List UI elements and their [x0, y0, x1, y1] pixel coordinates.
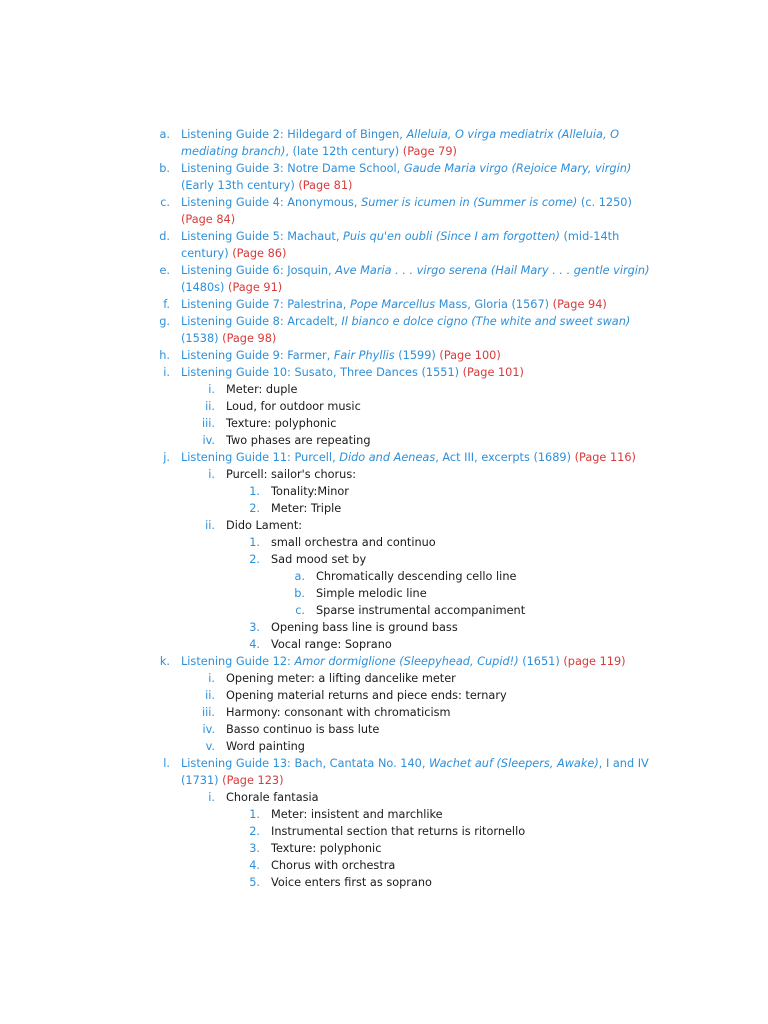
page-reference-link[interactable]: (Page 86) — [232, 247, 287, 260]
item-label: Sparse instrumental accompaniment — [316, 604, 526, 617]
item-label: Meter: duple — [226, 383, 298, 396]
page-reference-link[interactable]: (Page 81) — [298, 179, 353, 192]
guide-title-link[interactable]: Wachet auf (Sleepers, Awake) — [429, 757, 599, 770]
page-reference-link[interactable]: (Page 98) — [222, 332, 277, 345]
item-text — [271, 840, 661, 857]
outline-subitem — [0, 789, 768, 806]
outline-item — [0, 160, 768, 194]
guide-title-link[interactable]: (1599) — [394, 349, 440, 362]
item-text — [271, 874, 661, 891]
item-label: Word painting — [226, 740, 305, 753]
list-marker: h. — [159, 349, 170, 362]
list-marker: 1. — [249, 485, 260, 498]
guide-title-link[interactable]: Amor dormiglione (Sleepyhead, Cupid!) — [294, 655, 519, 668]
item-label: Chorus with orchestra — [271, 859, 396, 872]
item-label: small orchestra and continuo — [271, 536, 436, 549]
list-marker: 4. — [249, 859, 260, 872]
item-label: Tonality:Minor — [271, 485, 349, 498]
list-marker: iv. — [202, 434, 215, 447]
page-reference-link[interactable]: (Page 116) — [574, 451, 636, 464]
list-marker: a. — [159, 128, 170, 141]
page-reference-link[interactable]: (Page 100) — [439, 349, 501, 362]
page-reference-link[interactable]: (Page 91) — [228, 281, 283, 294]
guide-title-link[interactable]: Listening Guide 3: Notre Dame School, — [181, 162, 404, 175]
page-reference-link[interactable]: (Page 79) — [402, 145, 457, 158]
guide-title-link[interactable]: Il bianco e dolce cigno (The white and sweet swan) — [341, 315, 631, 328]
outline-item — [0, 449, 768, 466]
outline-subitem — [0, 823, 768, 840]
guide-title-link[interactable]: Listening Guide 8: Arcadelt, — [181, 315, 342, 328]
item-label: Texture: polyphonic — [226, 417, 337, 430]
item-text — [271, 636, 661, 653]
list-marker: 4. — [249, 638, 260, 651]
item-text — [271, 806, 661, 823]
outline-item — [0, 313, 768, 347]
item-label: Dido Lament: — [226, 519, 303, 532]
item-text — [271, 857, 661, 874]
item-label: Harmony: consonant with chromaticism — [226, 706, 451, 719]
outline-subitem — [0, 500, 768, 517]
list-marker: 3. — [249, 621, 260, 634]
list-marker: ii. — [205, 400, 215, 413]
item-text — [181, 296, 661, 313]
item-text — [271, 500, 661, 517]
list-marker: l. — [163, 757, 170, 770]
guide-title-link[interactable]: Alleluia, O virga mediatrix (Alleluia, O mediating branch) — [181, 128, 620, 158]
list-marker: e. — [159, 264, 170, 277]
guide-title-link[interactable]: , Act III, excerpts (1689) — [435, 451, 575, 464]
item-text — [226, 704, 656, 721]
outline-item — [0, 653, 768, 670]
item-label: Voice enters first as soprano — [271, 876, 432, 889]
page-reference-link[interactable]: (Page 123) — [222, 774, 284, 787]
guide-title-link[interactable]: Gaude Maria virgo (Rejoice Mary, virgin) — [403, 162, 632, 175]
list-marker: 3. — [249, 842, 260, 855]
list-marker: k. — [159, 655, 170, 668]
guide-title-link[interactable]: Mass, Gloria (1567) — [435, 298, 553, 311]
item-text — [181, 160, 661, 194]
item-label: Purcell: sailor's chorus: — [226, 468, 357, 481]
outline-subitem — [0, 483, 768, 500]
list-marker: i. — [208, 383, 215, 396]
guide-title-link[interactable]: , (late 12th century) — [285, 145, 403, 158]
outline-subitem — [0, 585, 768, 602]
item-label: Two phases are repeating — [226, 434, 371, 447]
item-text — [181, 194, 661, 228]
guide-title-link[interactable]: , I and IV (1731) — [181, 757, 649, 787]
guide-title-link[interactable]: Puis qu'en oubli (Since I am forgotten) — [343, 230, 560, 243]
list-marker: i. — [208, 672, 215, 685]
guide-title-link[interactable]: (1480s) — [181, 281, 229, 294]
page-reference-link[interactable]: (Page 84) — [181, 213, 236, 226]
guide-title-link[interactable]: Listening Guide 13: Bach, Cantata No. 140, — [181, 757, 430, 770]
item-text — [271, 483, 661, 500]
item-label: Meter: insistent and marchlike — [271, 808, 443, 821]
list-marker: g. — [159, 315, 170, 328]
guide-title-link[interactable]: Dido and Aeneas — [339, 451, 436, 464]
guide-title-link[interactable]: Listening Guide 11: Purcell, — [181, 451, 340, 464]
item-text — [226, 738, 656, 755]
guide-title-link[interactable]: (1651) — [518, 655, 564, 668]
guide-title-link[interactable]: Listening Guide 5: Machaut, — [181, 230, 344, 243]
list-marker: c. — [160, 196, 170, 209]
list-marker: 5. — [249, 876, 260, 889]
item-label: Chromatically descending cello line — [316, 570, 517, 583]
item-text — [181, 228, 661, 262]
guide-title-link[interactable]: Listening Guide 12: — [181, 655, 295, 668]
outline-subitem — [0, 806, 768, 823]
outline-subitem — [0, 398, 768, 415]
item-text — [226, 789, 656, 806]
list-marker: 2. — [249, 825, 260, 838]
item-label: Texture: polyphonic — [271, 842, 382, 855]
outline-item — [0, 755, 768, 789]
guide-title-link[interactable]: Fair Phyllis — [333, 349, 395, 362]
guide-title-link[interactable]: (mid-14th century) — [181, 230, 620, 260]
list-marker: iii. — [201, 706, 215, 719]
item-text — [181, 755, 661, 789]
list-marker: b. — [294, 587, 305, 600]
item-text — [271, 619, 661, 636]
outline-subitem — [0, 704, 768, 721]
item-label: Opening material returns and piece ends: ternary — [226, 689, 507, 702]
outline-subitem — [0, 534, 768, 551]
item-text — [226, 687, 656, 704]
item-text — [226, 381, 656, 398]
item-label: Instrumental section that returns is ritornello — [271, 825, 526, 838]
outline-subitem — [0, 619, 768, 636]
outline-item — [0, 228, 768, 262]
guide-title-link[interactable]: Listening Guide 4: Anonymous, — [181, 196, 362, 209]
outline-subitem — [0, 738, 768, 755]
item-text — [271, 534, 661, 551]
outline-subitem — [0, 432, 768, 449]
item-text — [181, 364, 661, 381]
item-label: Meter: Triple — [271, 502, 342, 515]
outline-subitem — [0, 687, 768, 704]
list-marker: ii. — [205, 689, 215, 702]
outline-item — [0, 262, 768, 296]
item-label: Simple melodic line — [316, 587, 427, 600]
outline-subitem — [0, 415, 768, 432]
list-marker: i. — [208, 468, 215, 481]
item-label: Sad mood set by — [271, 553, 367, 566]
item-text — [316, 568, 656, 585]
guide-title-link[interactable]: Sumer is icumen in (Summer is come) — [361, 196, 578, 209]
outline-subitem — [0, 602, 768, 619]
item-text — [181, 449, 661, 466]
guide-title-link[interactable]: Listening Guide 10: Susato, Three Dances (1551) — [181, 366, 463, 379]
page-reference-link[interactable]: (Page 94) — [552, 298, 607, 311]
list-marker: ii. — [205, 519, 215, 532]
item-text — [271, 551, 661, 568]
page-reference-link[interactable]: (page 119) — [563, 655, 626, 668]
guide-title-link[interactable]: Pope Marcellus — [349, 298, 436, 311]
outline-subitem — [0, 874, 768, 891]
outline-item — [0, 126, 768, 160]
list-marker: 1. — [249, 536, 260, 549]
list-marker: 2. — [249, 553, 260, 566]
item-text — [226, 432, 656, 449]
list-marker: b. — [159, 162, 170, 175]
item-label: Basso continuo is bass lute — [226, 723, 380, 736]
item-text — [226, 398, 656, 415]
outline-subitem — [0, 517, 768, 534]
list-marker: 2. — [249, 502, 260, 515]
item-label: Opening meter: a lifting dancelike meter — [226, 672, 456, 685]
list-marker: 1. — [249, 808, 260, 821]
item-label: Loud, for outdoor music — [226, 400, 361, 413]
item-text — [181, 313, 661, 347]
item-text — [226, 517, 656, 534]
item-text — [181, 347, 661, 364]
outline-item — [0, 347, 768, 364]
outline-subitem — [0, 721, 768, 738]
guide-title-link[interactable]: Listening Guide 7: Palestrina, — [181, 298, 350, 311]
item-text — [316, 585, 656, 602]
item-text — [226, 670, 656, 687]
item-text — [316, 602, 656, 619]
outline-item — [0, 296, 768, 313]
item-label: Opening bass line is ground bass — [271, 621, 458, 634]
item-text — [226, 721, 656, 738]
outline-subitem — [0, 551, 768, 568]
list-marker: v. — [205, 740, 215, 753]
outline-subitem — [0, 381, 768, 398]
guide-title-link[interactable]: Ave Maria . . . virgo serena (Hail Mary . . . gentle virgin) — [335, 264, 650, 277]
list-marker: i. — [208, 791, 215, 804]
outline-subitem — [0, 840, 768, 857]
item-text — [181, 653, 661, 670]
item-label: Chorale fantasia — [226, 791, 319, 804]
outline-item — [0, 364, 768, 381]
item-text — [226, 415, 656, 432]
list-marker: f. — [163, 298, 170, 311]
guide-title-link[interactable]: Listening Guide 2: Hildegard of Bingen, — [181, 128, 407, 141]
guide-title-link[interactable]: Listening Guide 6: Josquin, — [181, 264, 336, 277]
list-marker: j. — [163, 451, 170, 464]
item-text — [226, 466, 656, 483]
guide-title-link[interactable]: (c. 1250) — [577, 196, 632, 209]
list-marker: d. — [159, 230, 170, 243]
outline-subitem — [0, 466, 768, 483]
list-marker: c. — [295, 604, 305, 617]
outline-subitem — [0, 857, 768, 874]
outline-subitem — [0, 568, 768, 585]
list-marker: iv. — [202, 723, 215, 736]
guide-title-link[interactable]: (1538) — [181, 332, 223, 345]
guide-title-link[interactable]: Listening Guide 9: Farmer, — [181, 349, 334, 362]
page-reference-link[interactable]: (Page 101) — [462, 366, 524, 379]
list-marker: i. — [163, 366, 170, 379]
item-text — [271, 823, 661, 840]
outline-subitem — [0, 670, 768, 687]
item-label: Vocal range: Soprano — [271, 638, 392, 651]
list-marker: iii. — [201, 417, 215, 430]
outline-subitem — [0, 636, 768, 653]
listening-guide-outline — [0, 126, 768, 891]
item-text — [181, 126, 661, 160]
guide-title-link[interactable]: (Early 13th century) — [181, 179, 299, 192]
item-text — [181, 262, 661, 296]
outline-item — [0, 194, 768, 228]
list-marker: a. — [294, 570, 305, 583]
